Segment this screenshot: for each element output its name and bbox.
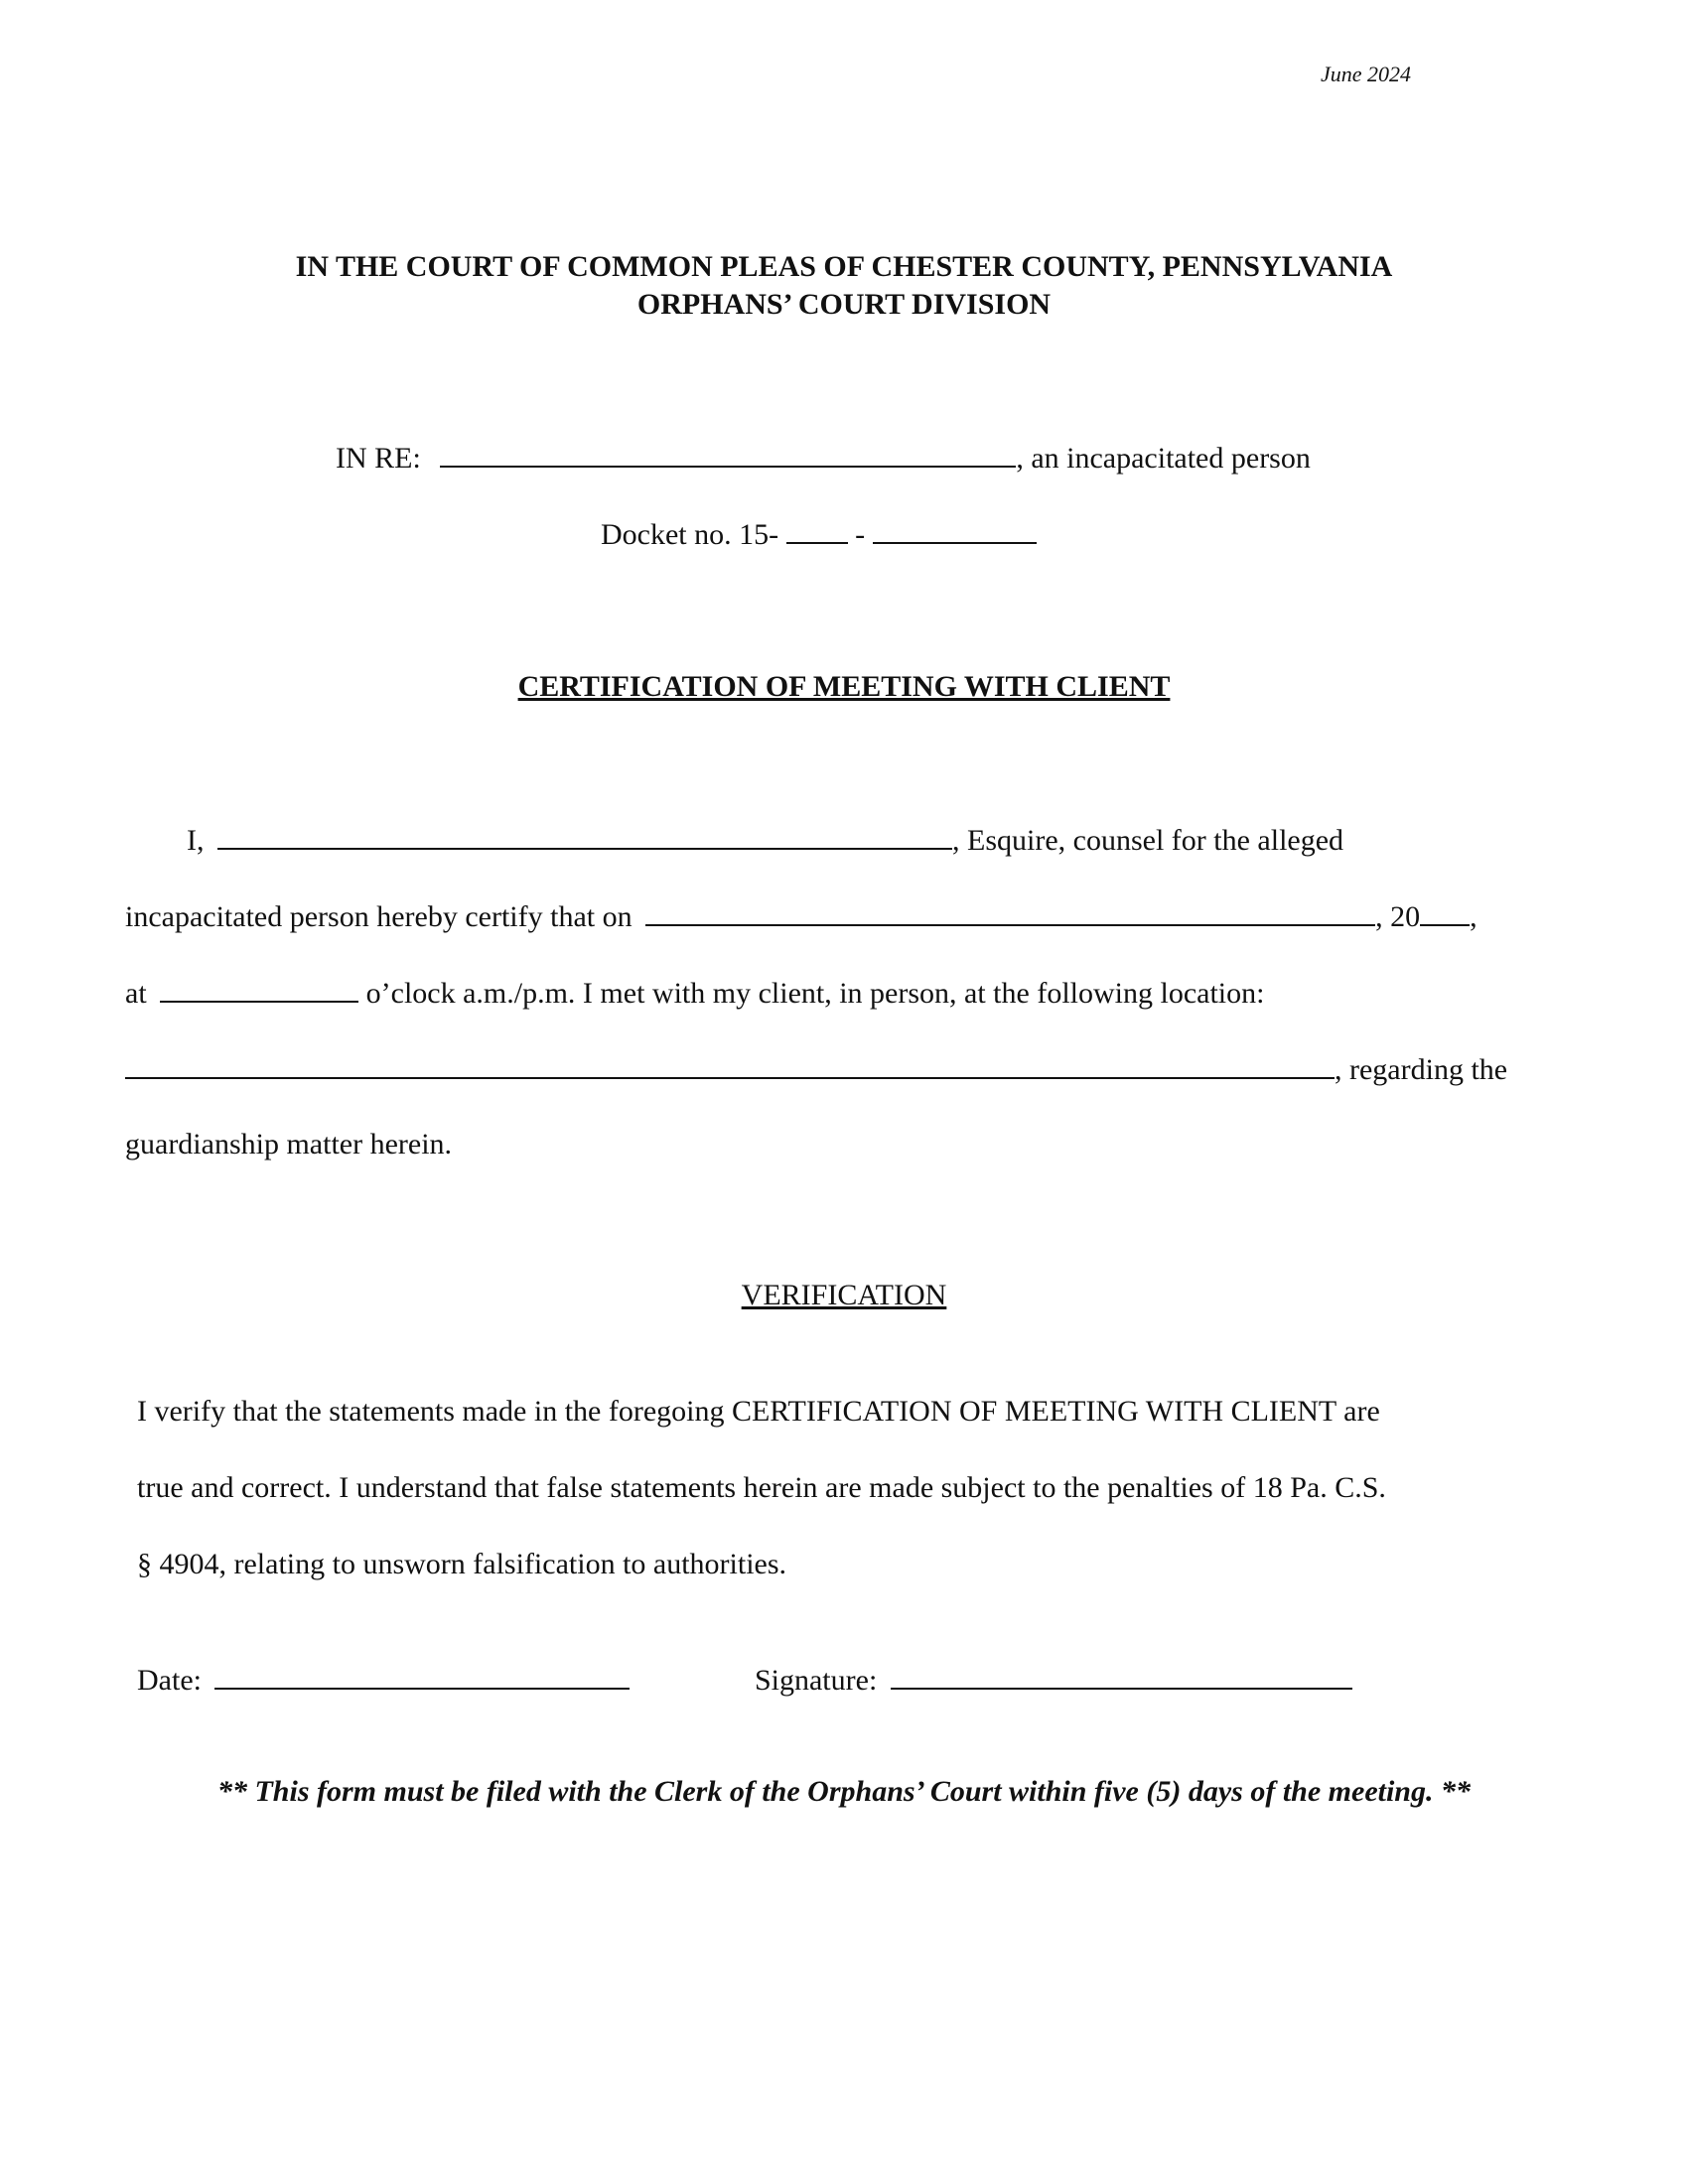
verification-title: VERIFICATION bbox=[741, 1279, 947, 1311]
in-re-suffix: , an incapacitated person bbox=[1016, 442, 1311, 475]
year-prefix: , 20 bbox=[1375, 900, 1421, 933]
year-suffix: , bbox=[1470, 900, 1477, 933]
signature-label: Signature: bbox=[754, 1664, 878, 1697]
meeting-date-blank[interactable] bbox=[645, 898, 1375, 926]
date-signature-line bbox=[137, 1662, 1352, 1698]
meeting-time-blank[interactable] bbox=[160, 975, 358, 1003]
certifier-prefix: I, bbox=[187, 824, 205, 857]
certification-line-2 bbox=[125, 898, 1477, 934]
verification-line-2: true and correct. I understand that false statements herein are made subject to the penalties of 18 Pa. C.S. bbox=[137, 1471, 1386, 1504]
in-re-label: IN RE: bbox=[336, 442, 421, 475]
meeting-location-blank[interactable] bbox=[125, 1051, 1335, 1079]
certification-line-5: guardianship matter herein. bbox=[125, 1128, 453, 1160]
location-suffix: , regarding the bbox=[1335, 1053, 1508, 1086]
verification-line-1: I verify that the statements made in the foregoing CERTIFICATION OF MEETING WITH CLIENT are bbox=[137, 1395, 1380, 1428]
docket-label: Docket no. 15- bbox=[601, 518, 779, 551]
court-heading-line-1: IN THE COURT OF COMMON PLEAS OF CHESTER COUNTY, PENNSYLVANIA bbox=[295, 250, 1393, 283]
revision-date: June 2024 bbox=[1321, 62, 1412, 86]
attorney-name-blank[interactable] bbox=[217, 822, 952, 850]
date-blank[interactable] bbox=[214, 1662, 630, 1690]
certification-title: CERTIFICATION OF MEETING WITH CLIENT bbox=[517, 670, 1171, 703]
docket-number-blank[interactable] bbox=[873, 516, 1037, 544]
certification-line-4 bbox=[125, 1051, 1507, 1087]
certification-line-1 bbox=[187, 822, 1343, 858]
meeting-year-blank[interactable] bbox=[1420, 898, 1470, 926]
verification-line-3: § 4904, relating to unsworn falsification to authorities. bbox=[137, 1548, 787, 1580]
in-re-line bbox=[336, 440, 1311, 476]
docket-line bbox=[601, 516, 1037, 552]
certify-date-prefix: incapacitated person hereby certify that on bbox=[125, 900, 633, 933]
location-intro: o’clock a.m./p.m. I met with my client, in person, at the following location: bbox=[365, 977, 1265, 1010]
signature-blank[interactable] bbox=[891, 1662, 1352, 1690]
date-label: Date: bbox=[137, 1664, 202, 1697]
certifier-suffix: , Esquire, counsel for the alleged bbox=[952, 824, 1344, 857]
docket-year-blank[interactable] bbox=[786, 516, 848, 544]
certification-line-3 bbox=[125, 975, 1264, 1011]
docket-separator: - bbox=[855, 518, 866, 551]
incapacitated-person-name-blank[interactable] bbox=[440, 440, 1016, 468]
time-prefix: at bbox=[125, 977, 147, 1010]
filing-deadline-note: ** This form must be filed with the Clerk of the Orphans’ Court within five (5) days of the meeting. ** bbox=[216, 1775, 1471, 1808]
court-heading-line-2: ORPHANS’ COURT DIVISION bbox=[636, 288, 1052, 321]
